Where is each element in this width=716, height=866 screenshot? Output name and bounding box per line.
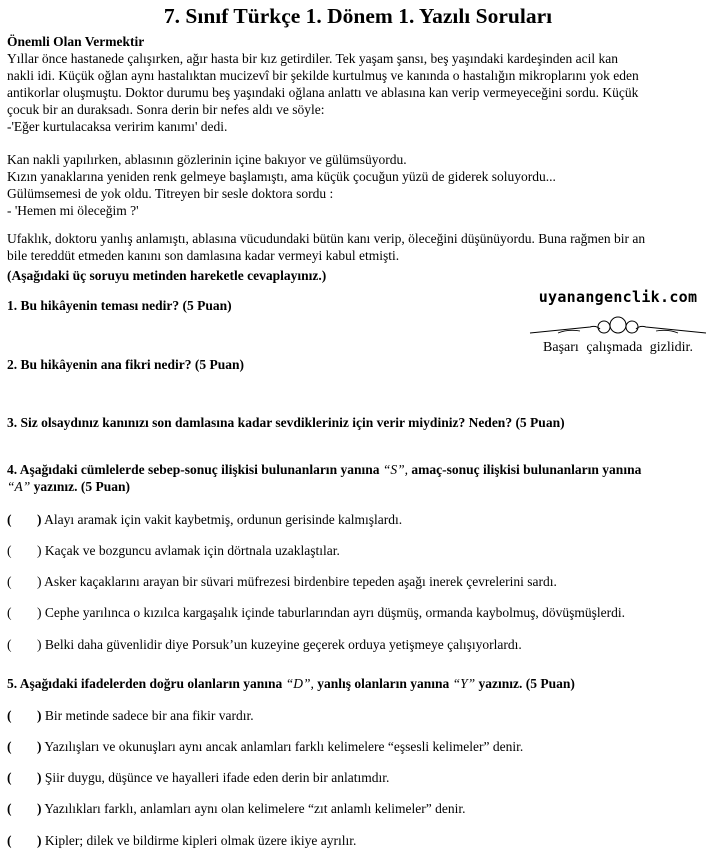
question-2: 2. Bu hikâyenin ana fikri nedir? (5 Puan) [7,357,245,372]
paragraph-line: - 'Hemen mi öleceğim ?' [7,203,139,218]
paragraph-line: Gülümsemesi de yok oldu. Titreyen bir sesle doktora sordu : [7,186,334,201]
answer-blank[interactable]: ( [7,637,12,652]
answer-blank[interactable]: ( [7,770,12,785]
q5-item-3: ( ) Şiir duygu, düşünce ve hayalleri ifade eden derin bir anlatımdır. [7,770,390,785]
q4-item-4: ( ) Cephe yarılınca o kızılca kargaşalık içinde taburlarından ayrı düşmüş, ormanda kaybolmuş, dövüşmüşlerdi. [7,605,625,620]
answer-blank[interactable]: ( [7,605,12,620]
question-1: 1. Bu hikâyenin teması nedir? (5 Puan) [7,298,232,313]
paragraph-line: antikorlar oluşmuştu. Doktor durumu beş yaşındaki oğlana anlattı ve ablasına kan verip vermeyeceğini sordu. Küçük [7,85,639,100]
page-title: 7. Sınıf Türkçe 1. Dönem 1. Yazılı Soruları [163,4,553,28]
question-5: 5. Aşağıdaki ifadelerden doğru olanların yanına “D”, yanlış olanların yanına “Y” yazınız. (5 Puan) [7,676,575,691]
paragraph-line: nakli idi. Küçük oğlan aynı hastalıktan mucizevî bir şekilde kurtulmuş ve kanında o hastalığın mikroplarını yok eden [7,68,639,83]
paragraph-line: Kan nakli yapılırken, ablasının gözlerinin içine bakıyor ve gülümsüyordu. [7,152,407,167]
answer-blank[interactable]: ( [7,574,12,589]
paragraph-line: Kızın yanaklarına yeniden renk gelmeye başlamıştı, ama küçük çocuğun yüzü de giderek soluyordu... [7,169,556,184]
story-paragraph-2 [7,151,711,219]
paragraph-line: -'Eğer kurtulacaksa veririm kanımı' dedi. [7,119,228,134]
q4-item-3: ( ) Asker kaçaklarını arayan bir süvari müfrezesi birdenbire tepeden aşağı inerek çevrelerini sardı. [7,574,557,589]
site-watermark: uyanangenclik.com [538,288,698,306]
q5-item-5: ( ) Kipler; dilek ve bildirme kipleri olmak üzere ikiye ayrılır. [7,833,357,848]
paragraph-line: bile tereddüt etmeden kanını son damlasına kadar vermeyi kabul etmişti. [7,248,400,263]
story-title: Önemli Olan Vermektir [7,34,145,49]
answer-blank[interactable]: ( [7,512,12,527]
question-3: 3. Siz olsaydınız kanınızı son damlasına kadar sevdikleriniz için verir miydiniz? Neden? (5 Puan) [7,415,565,430]
q4-item-5: ( ) Belki daha güvenlidir diye Porsuk’un kuzeyine geçerek orduya yetişmeye çalışıyorlardı. [7,637,522,652]
q5-item-4: ( ) Yazılıkları farklı, anlamları aynı olan kelimelere “zıt anlamlı kelimeler” denir. [7,801,466,816]
question-4-line-2: “A” yazınız. (5 Puan) [7,479,131,494]
q5-item-1: ( ) Bir metinde sadece bir ana fikir vardır. [7,708,254,723]
ornament-divider-icon [528,311,708,339]
story-paragraph-3 [7,230,711,264]
instruction: (Aşağıdaki üç soruyu metinden hareketle cevaplayınız.) [7,268,327,283]
answer-blank[interactable]: ( [7,543,12,558]
answer-blank[interactable]: ( [7,708,12,723]
question-4-line-1: 4. Aşağıdaki cümlelerde sebep-sonuç ilişkisi bulunanların yanına “S”, amaç-sonuç ilişkisi bulunanların yanına [7,462,642,477]
watermark-motto: Başarı çalışmada gizlidir. [543,340,693,355]
paragraph-line: Yıllar önce hastanede çalışırken, ağır hasta bir kız getirdiler. Tek yaşam şansı, beş yaşındaki kardeşinden acil kan [7,51,618,66]
answer-blank[interactable]: ( [7,801,12,816]
answer-blank[interactable]: ( [7,739,12,754]
answer-blank[interactable]: ( [7,833,12,848]
paragraph-line: çocuk bir an duraksadı. Sonra derin bir nefes aldı ve söyle: [7,102,325,117]
q5-item-2: ( ) Yazılışları ve okunuşları aynı ancak anlamları farklı kelimelere “eşsesli kelimeler” denir. [7,739,524,754]
q4-item-1: ( ) Alayı aramak için vakit kaybetmiş, ordunun gerisinde kalmışlardı. [7,512,403,527]
paragraph-line: Ufaklık, doktoru yanlış anlamıştı, ablasına vücudundaki bütün kanı verip, öleceğini düşünüyordu. Buna rağmen bir an [7,231,646,246]
story-paragraph-1 [7,50,711,135]
q4-item-2: ( ) Kaçak ve bozguncu avlamak için dörtnala uzaklaştılar. [7,543,340,558]
